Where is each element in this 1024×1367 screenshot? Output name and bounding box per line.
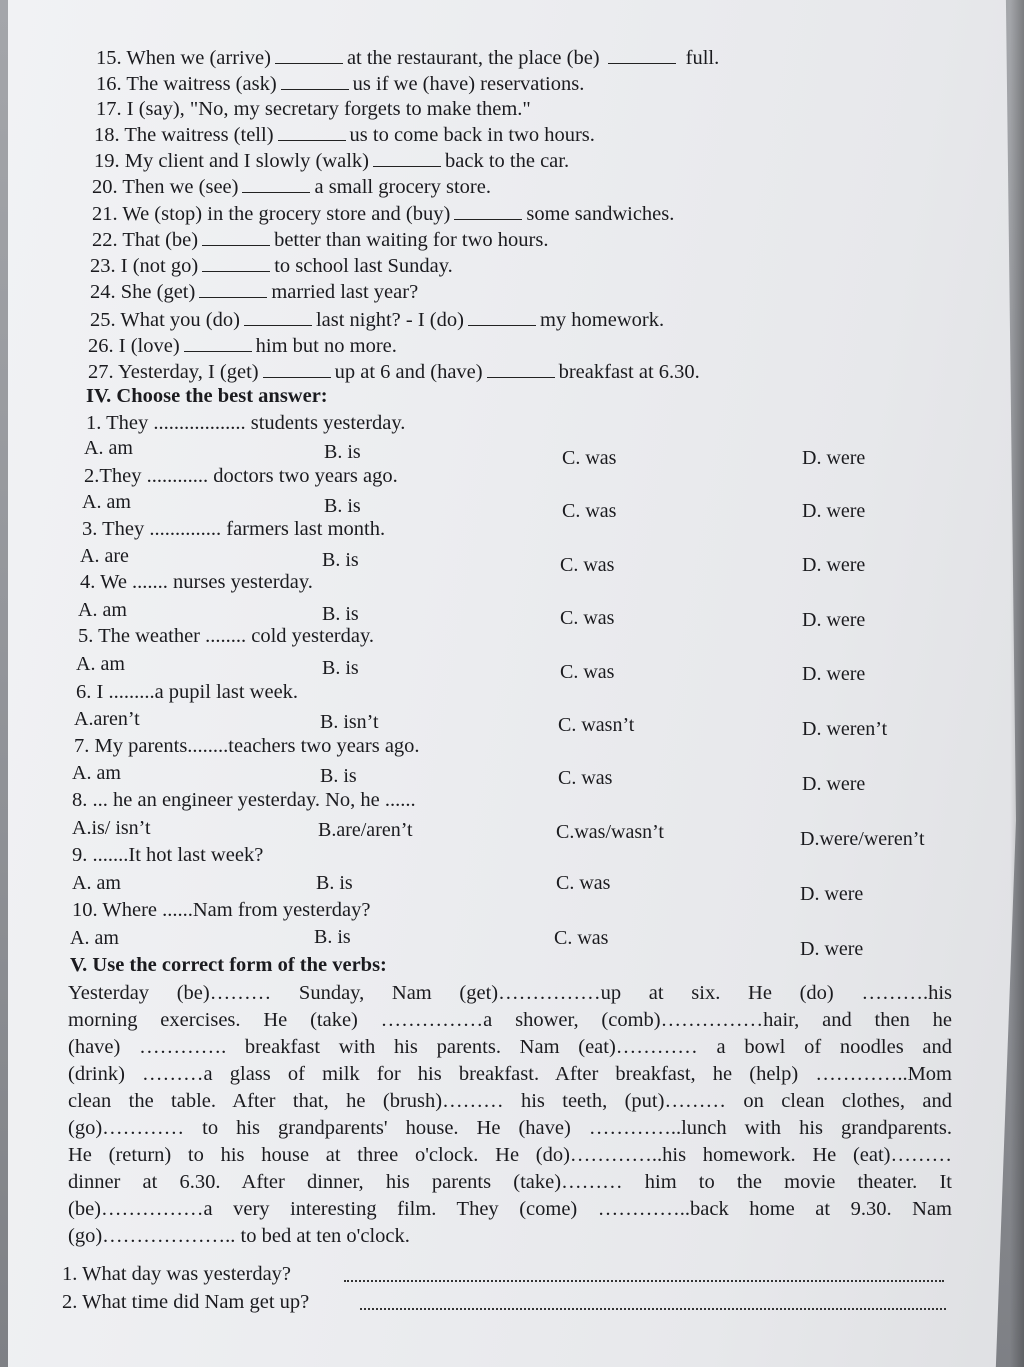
mc-option-a[interactable]: A. am [84,437,133,459]
text: full. [685,47,720,69]
comprehension-question-1: 1. What day was yesterday? [62,1263,292,1285]
mc-option-d[interactable]: D. were [802,554,866,576]
mc-question-7: 7. My parents........teachers two years ago. [74,735,420,757]
paragraph-line: clean the table. After that, he (brush)……… his teeth, (put)……… on clean clothes, and [68,1090,952,1112]
text: back to the car. [445,150,570,172]
section-heading-iv: IV. Choose the best answer: [86,385,328,407]
mc-option-c[interactable]: C. wasn’t [558,714,635,736]
text: last night? - I (do) [315,309,464,331]
text: 22. That (be) [92,229,199,251]
text: 18. The waitress (tell) [94,124,274,146]
answer-blank[interactable] [263,361,331,378]
mc-question-4: 4. We ....... nurses yesterday. [80,571,313,593]
exercise-line-26 [88,334,397,358]
answer-blank[interactable] [281,73,349,90]
text: 21. We (stop) in the grocery store and (buy) [92,203,451,225]
mc-option-b[interactable]: B. is [324,495,361,517]
answer-blank[interactable] [275,47,343,64]
paragraph-line: (have) …………. breakfast with his parents. Nam (eat)………… a bowl of noodles and [68,1036,952,1058]
mc-option-a[interactable]: A. am [78,599,127,621]
answer-blank[interactable] [468,309,536,326]
mc-option-c[interactable]: C.was/wasn’t [556,821,664,843]
text: him but no more. [255,335,397,357]
answer-blank[interactable] [199,281,267,298]
mc-option-b[interactable]: B. is [320,765,357,787]
verb-form-paragraph [68,980,952,1250]
answer-line[interactable] [344,1278,944,1282]
text: breakfast at 6.30. [558,361,700,383]
answer-blank[interactable] [244,309,312,326]
mc-question-10: 10. Where ......Nam from yesterday? [72,899,371,921]
text: us if we (have) reservations. [352,73,585,95]
mc-option-d[interactable]: D. weren’t [802,718,888,740]
mc-option-b[interactable]: B. is [322,657,359,679]
mc-option-c[interactable]: C. was [554,927,609,949]
text: 26. I (love) [88,335,180,357]
mc-option-c[interactable]: C. was [562,447,617,469]
mc-option-d[interactable]: D. were [800,883,864,905]
mc-option-d[interactable]: D. were [802,609,866,631]
mc-option-a[interactable]: A. am [72,872,121,894]
mc-option-b[interactable]: B. is [322,549,359,571]
mc-question-9: 9. .......It hot last week? [72,844,264,866]
text: at the restaurant, the place (be) [346,47,600,69]
paragraph-line: dinner at 6.30. After dinner, his parents (take)……… him to the movie theater. It [68,1171,952,1193]
answer-blank[interactable] [242,176,310,193]
text: 15. When we (arrive) [96,47,271,69]
mc-option-b[interactable]: B. is [322,603,359,625]
mc-option-d[interactable]: D. were [802,447,866,469]
exercise-line-15 [96,46,719,70]
text: 20. Then we (see) [92,176,239,198]
mc-question-6: 6. I .........a pupil last week. [76,681,299,703]
answer-blank[interactable] [184,335,252,352]
text: 25. What you (do) [90,309,240,331]
comprehension-question-2: 2. What time did Nam get up? [62,1291,310,1313]
text: 23. I (not go) [90,255,199,277]
exercise-line-27 [88,360,700,384]
paragraph-line: morning exercises. He (take) ……………a shower, (comb)……………hair, and then he [68,1009,952,1031]
exercise-line-17 [96,97,531,121]
text: better than waiting for two hours. [274,229,549,251]
section-heading-v: V. Use the correct form of the verbs: [70,954,387,976]
mc-option-d[interactable]: D. were [802,500,866,522]
paragraph-line: (go)………… to his grandparents' house. He (have) …………..lunch with his grandparents. [68,1117,952,1139]
mc-option-b[interactable]: B. isn’t [320,711,379,733]
text: 16. The waitress (ask) [96,73,277,95]
answer-blank[interactable] [373,150,441,167]
text: a small grocery store. [314,176,491,198]
paragraph-line: He (return) to his house at three o'clock. He (do)…………..his homework. He (eat)……… [68,1144,952,1166]
text: us to come back in two hours. [349,124,595,146]
mc-option-a[interactable]: A. am [82,491,131,513]
mc-question-1: 1. They .................. students yesterday. [86,412,406,434]
text: up at 6 and (have) [334,361,483,383]
exercise-line-19 [94,149,569,173]
paragraph-line: (drink) ………a glass of milk for his breakfast. After breakfast, he (help) …………..Mom [68,1063,952,1085]
text: 24. She (get) [90,281,196,303]
text: to school last Sunday. [274,255,453,277]
text: 19. My client and I slowly (walk) [94,150,369,172]
mc-option-a[interactable]: A. am [72,762,121,784]
mc-option-d[interactable]: D. were [800,938,864,960]
mc-question-3: 3. They .............. farmers last month. [82,518,386,540]
mc-option-c[interactable]: C. was [556,872,611,894]
answer-line[interactable] [360,1306,946,1310]
mc-option-c[interactable]: C. was [560,661,615,683]
mc-option-c[interactable]: C. was [558,767,613,789]
mc-option-b[interactable]: B. is [324,441,361,463]
mc-option-b[interactable]: B. is [316,872,353,894]
mc-option-a[interactable]: A. are [80,545,129,567]
mc-option-b[interactable]: B. is [314,926,351,948]
mc-option-d[interactable]: D. were [802,663,866,685]
paragraph-line: (be)……………a very interesting film. They (come) …………..back home at 9.30. Nam [68,1198,952,1220]
mc-option-c[interactable]: C. was [560,554,615,576]
answer-blank[interactable] [202,255,270,272]
mc-option-c[interactable]: C. was [560,607,615,629]
mc-option-a[interactable]: A. am [76,653,125,675]
text: 27. Yesterday, I (get) [88,361,259,383]
mc-option-a[interactable]: A.aren’t [74,708,140,730]
exercise-line-22 [92,228,549,252]
answer-blank[interactable] [278,124,346,141]
text: 17. I (say), "No, my secretary forgets to make them." [96,98,531,120]
answer-blank[interactable] [202,229,270,246]
mc-option-d[interactable]: D.were/weren’t [800,828,925,850]
exercise-line-24 [90,280,418,304]
exercise-line-25 [90,308,664,332]
exercise-line-20 [92,175,491,199]
mc-option-a[interactable]: A. am [70,927,119,949]
text: some sandwiches. [526,203,675,225]
exercise-line-21 [92,202,674,226]
text: married last year? [271,281,419,303]
answer-blank[interactable] [608,47,676,64]
mc-question-5: 5. The weather ........ cold yesterday. [78,625,375,647]
mc-question-2: 2.They ............ doctors two years ago. [84,465,398,487]
answer-blank[interactable] [454,203,522,220]
exercise-line-16 [96,72,584,96]
mc-option-c[interactable]: C. was [562,500,617,522]
mc-option-a[interactable]: A.is/ isn’t [72,817,151,839]
text: my homework. [539,309,665,331]
exercise-line-23 [90,254,453,278]
mc-option-b[interactable]: B.are/aren’t [318,819,413,841]
mc-question-8: 8. ... he an engineer yesterday. No, he ...... [72,789,416,811]
paragraph-line: Yesterday (be)……… Sunday, Nam (get)……………up at six. He (do) ……….his [68,982,952,1004]
paragraph-line: (go)……………….. to bed at ten o'clock. [68,1225,410,1247]
mc-option-d[interactable]: D. were [802,773,866,795]
exercise-line-18 [94,123,595,147]
answer-blank[interactable] [487,361,555,378]
